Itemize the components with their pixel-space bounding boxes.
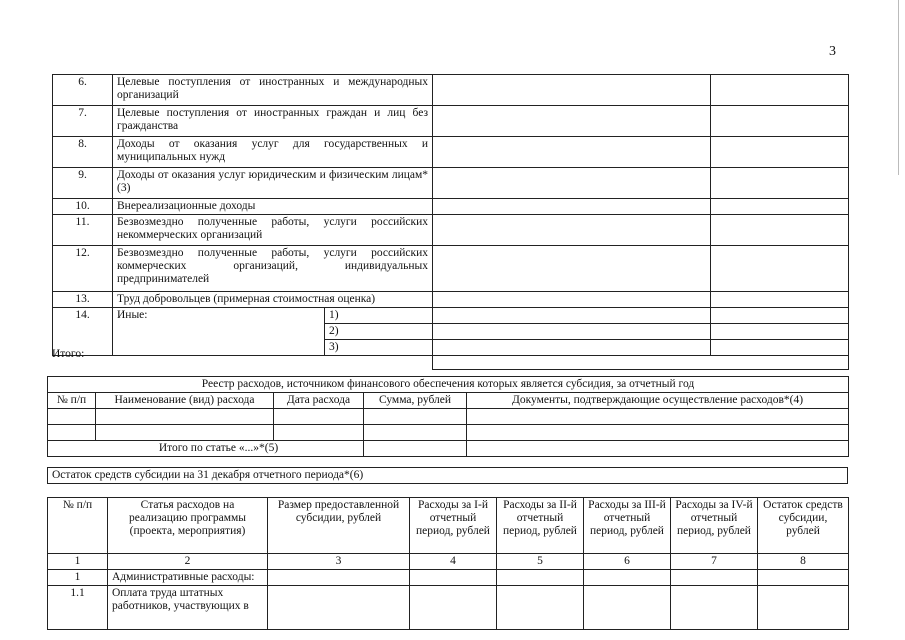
column-header: Дата расхода — [274, 393, 364, 409]
column-number: 5 — [497, 554, 584, 570]
column-header: № п/п — [48, 393, 96, 409]
row-number: 6. — [53, 75, 113, 106]
value-cell[interactable] — [711, 168, 849, 199]
table-header-row — [48, 393, 849, 409]
value-cell[interactable] — [433, 292, 711, 308]
table-row — [53, 75, 849, 106]
value-cell[interactable] — [711, 106, 849, 137]
table-row — [48, 570, 849, 586]
registry-table — [47, 376, 849, 457]
column-number: 4 — [410, 554, 497, 570]
row-text: Безвозмездно полученные работы, услуги российских коммерческих организаций, индивидуальных предпринимателей — [113, 246, 433, 292]
column-number: 3 — [268, 554, 410, 570]
value-cell[interactable] — [433, 340, 711, 356]
column-header: Статья расходов на реализацию программы (проекта, мероприятия) — [108, 498, 268, 554]
other-item-label: 3) — [325, 340, 433, 356]
table-row — [53, 308, 849, 324]
column-header: Размер предоставленной субсидии, рублей — [268, 498, 410, 554]
row-text: Внереализационные доходы — [113, 199, 433, 215]
balance-label: Остаток средств субсидии на 31 декабря отчетного периода*(6) — [48, 468, 848, 484]
row-text: Целевые поступления от иностранных и международных организаций — [113, 75, 433, 106]
column-header: Документы, подтверждающие осуществление расходов*(4) — [467, 393, 849, 409]
margin-line — [898, 0, 899, 175]
row-text: Доходы от оказания услуг юридическим и физическим лицам*(3) — [113, 168, 433, 199]
column-number: 6 — [584, 554, 671, 570]
column-header: Остаток средств субсидии, рублей — [758, 498, 849, 554]
row-text: Иные: — [113, 308, 325, 356]
table-row — [53, 106, 849, 137]
table-row — [53, 292, 849, 308]
value-cell[interactable] — [433, 199, 711, 215]
table-row — [53, 246, 849, 292]
balance-table — [47, 467, 848, 484]
value-cell[interactable] — [711, 292, 849, 308]
row-text: Труд добровольцев (примерная стоимостная оценка) — [113, 292, 433, 308]
expenses-table — [47, 497, 849, 630]
value-cell[interactable] — [711, 308, 849, 324]
value-cell[interactable] — [711, 246, 849, 292]
row-number: 7. — [53, 106, 113, 137]
value-cell[interactable] — [433, 246, 711, 292]
total-label: Итого: — [52, 348, 85, 360]
table-row — [48, 425, 849, 441]
column-number: 8 — [758, 554, 849, 570]
row-number: 1.1 — [48, 586, 108, 630]
value-cell[interactable] — [433, 308, 711, 324]
row-text: Административные расходы: — [108, 570, 268, 586]
row-text: Доходы от оказания услуг для государственных и муниципальных нужд — [113, 137, 433, 168]
row-number: 9. — [53, 168, 113, 199]
row-text: Безвозмездно полученные работы, услуги российских некоммерческих организаций — [113, 215, 433, 246]
column-header: Расходы за III-й отчетный период, рублей — [584, 498, 671, 554]
table-row — [53, 215, 849, 246]
value-cell[interactable] — [433, 168, 711, 199]
column-number: 7 — [671, 554, 758, 570]
other-item-label: 1) — [325, 308, 433, 324]
table-row — [53, 168, 849, 199]
row-number: 10. — [53, 199, 113, 215]
value-cell[interactable] — [433, 324, 711, 340]
column-header: Наименование (вид) расхода — [96, 393, 274, 409]
value-cell[interactable] — [711, 324, 849, 340]
income-table — [52, 74, 849, 370]
table-row — [48, 409, 849, 425]
value-cell[interactable] — [711, 137, 849, 168]
row-number: 12. — [53, 246, 113, 292]
table-row — [53, 199, 849, 215]
row-number: 13. — [53, 292, 113, 308]
registry-title: Реестр расходов, источником финансового обеспечения которых является субсидия, за отчетный год — [48, 377, 849, 393]
column-number: 1 — [48, 554, 108, 570]
column-header: Сумма, рублей — [364, 393, 467, 409]
value-cell[interactable] — [711, 215, 849, 246]
value-cell[interactable] — [433, 106, 711, 137]
row-text: Оплата труда штатных работников, участвующих в — [108, 586, 268, 630]
table-header-row — [48, 498, 849, 554]
table-row — [48, 586, 849, 630]
value-cell[interactable] — [433, 75, 711, 106]
table-row — [53, 356, 849, 370]
table-row — [53, 137, 849, 168]
page-number: 3 — [829, 44, 836, 59]
value-cell[interactable] — [711, 199, 849, 215]
total-value-cell[interactable] — [433, 356, 849, 370]
value-cell[interactable] — [433, 137, 711, 168]
row-text: Целевые поступления от иностранных граждан и лиц без гражданства — [113, 106, 433, 137]
row-number: 14. — [53, 308, 113, 356]
column-header: Расходы за I-й отчетный период, рублей — [410, 498, 497, 554]
row-number: 8. — [53, 137, 113, 168]
column-header: Расходы за IV-й отчетный период, рублей — [671, 498, 758, 554]
column-number-row — [48, 554, 849, 570]
value-cell[interactable] — [711, 340, 849, 356]
other-item-label: 2) — [325, 324, 433, 340]
column-header: № п/п — [48, 498, 108, 554]
table-row — [48, 441, 849, 457]
value-cell[interactable] — [711, 75, 849, 106]
registry-total-label: Итого по статье «...»*(5) — [48, 441, 364, 457]
value-cell[interactable] — [433, 215, 711, 246]
row-number: 1 — [48, 570, 108, 586]
column-header: Расходы за II-й отчетный период, рублей — [497, 498, 584, 554]
column-number: 2 — [108, 554, 268, 570]
row-number: 11. — [53, 215, 113, 246]
